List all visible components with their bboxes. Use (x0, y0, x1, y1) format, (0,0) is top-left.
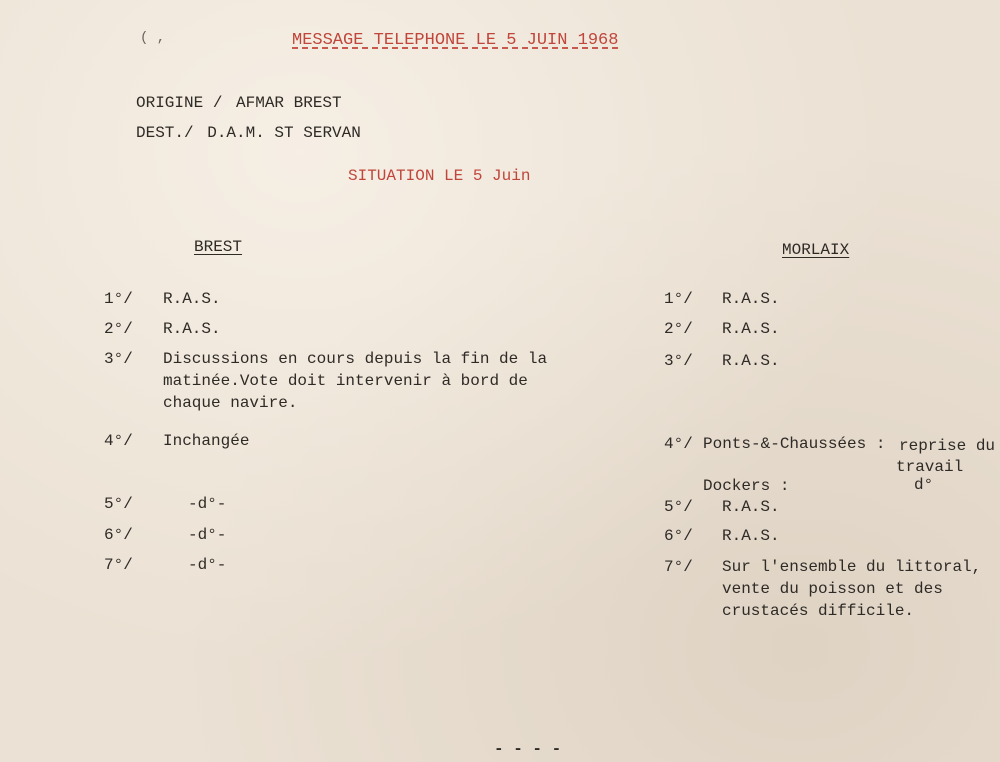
morlaix-item-4-extra-2: travail (896, 458, 964, 476)
morlaix-item-4-extra-3: d° (914, 476, 934, 494)
morlaix-item-4-num: 4°/ (664, 435, 693, 453)
morlaix-item-2-text: R.A.S. (722, 320, 780, 338)
brest-item-4-num: 4°/ (104, 432, 133, 450)
brest-item-2-text: R.A.S. (163, 320, 221, 338)
morlaix-item-1-text: R.A.S. (722, 290, 780, 308)
situation-heading: SITUATION LE 5 Juin (348, 167, 531, 185)
brest-item-7-text: -d°- (188, 556, 227, 574)
morlaix-item-4-extra-1: reprise du (899, 437, 996, 455)
origine-label: ORIGINE / (136, 94, 233, 112)
morlaix-item-3-num: 3°/ (664, 352, 693, 370)
morlaix-item-5-num: 5°/ (664, 498, 693, 516)
pencil-mark: ( , (140, 30, 166, 46)
brest-item-3-num: 3°/ (104, 350, 133, 368)
brest-item-7-num: 7°/ (104, 556, 133, 574)
brest-item-5-num: 5°/ (104, 495, 133, 513)
morlaix-item-7-line-3: crustacés difficile. (722, 602, 915, 620)
message-title: MESSAGE TELEPHONE LE 5 JUIN 1968 (292, 31, 619, 50)
morlaix-dockers-label: Dockers : (703, 477, 790, 495)
morlaix-item-3-text: R.A.S. (722, 352, 780, 370)
morlaix-item-1-num: 1°/ (664, 290, 693, 308)
morlaix-item-7-line-1: Sur l'ensemble du littoral, (722, 558, 982, 576)
brest-item-1-num: 1°/ (104, 290, 133, 308)
brest-item-3-line-2: matinée.Vote doit intervenir à bord de (163, 372, 528, 390)
dest-line (136, 122, 361, 144)
morlaix-item-4-text: Ponts-&-Chaussées : (703, 435, 886, 453)
brest-item-3-line-3: chaque navire. (163, 394, 298, 412)
brest-heading: BREST (194, 238, 243, 256)
origine-line (136, 92, 342, 114)
brest-item-5-text: -d°- (188, 495, 227, 513)
footer-dashes: - - - - (494, 740, 562, 758)
morlaix-item-2-num: 2°/ (664, 320, 693, 338)
dest-label: DEST./ (136, 124, 204, 142)
morlaix-heading: MORLAIX (782, 241, 850, 259)
brest-item-6-text: -d°- (188, 526, 227, 544)
brest-item-3-line-1: Discussions en cours depuis la fin de la (163, 350, 548, 368)
morlaix-item-7-line-2: vente du poisson et des (722, 580, 943, 598)
morlaix-item-6-text: R.A.S. (722, 527, 780, 545)
morlaix-item-7-num: 7°/ (664, 558, 693, 576)
brest-item-2-num: 2°/ (104, 320, 133, 338)
brest-item-1-text: R.A.S. (163, 290, 221, 308)
dest-value: D.A.M. ST SERVAN (207, 124, 361, 142)
brest-item-6-num: 6°/ (104, 526, 133, 544)
brest-item-4-text: Inchangée (163, 432, 250, 450)
morlaix-item-6-num: 6°/ (664, 527, 693, 545)
morlaix-item-5-text: R.A.S. (722, 498, 780, 516)
origine-value: AFMAR BREST (236, 94, 342, 112)
